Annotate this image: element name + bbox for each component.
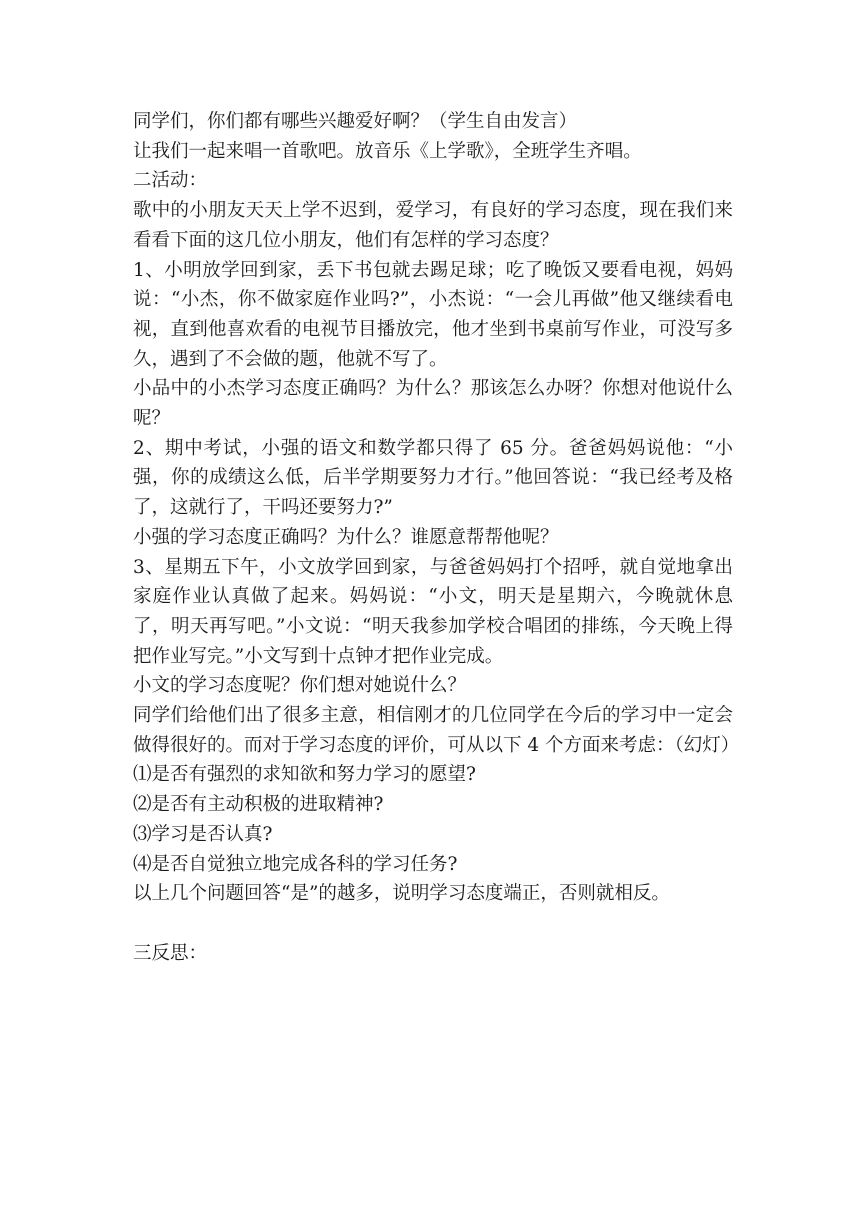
section-heading-reflection: 三反思：: [133, 942, 208, 964]
section-heading-activity: 二活动：: [133, 170, 208, 192]
paragraph-case-2-question: 小强的学习态度正确吗？为什么？谁愿意帮帮他呢？: [133, 526, 559, 548]
list-item-criterion-2: ⑵是否有主动积极的进取精神?: [133, 794, 384, 816]
paragraph-case-3-question: 小文的学习态度呢？你们想对她说什么？: [133, 675, 467, 697]
list-item-criterion-3: ⑶学习是否认真?: [133, 823, 273, 845]
paragraph-evaluation-intro: 同学们给他们出了很多主意，相信刚才的几位同学在今后的学习中一定会做得很好的。而对于学习态度的评价，可从以下 4 个方面来考虑：（幻灯）: [133, 705, 740, 756]
list-item-criterion-1: ⑴是否有强烈的求知欲和努力学习的愿望?: [133, 764, 476, 786]
paragraph-case-3: 3、星期五下午，小文放学回到家，与爸爸妈妈打个招呼，就自觉地拿出家庭作业认真做了起来。妈妈说：“小文，明天是星期六，今晚就休息了，明天再写吧。”小文说：“明天我参加学校合唱团的排练，今天晚上得把作业写完。”小文写到十点钟才把作业完成。: [133, 556, 733, 667]
paragraph-case-2: 2、期中考试，小强的语文和数学都只得了 65 分。爸爸妈妈说他：“小强，你的成绩这么低，后半学期要努力才行。”他回答说：“我已经考及格了，这就行了，干吗还要努力?”: [133, 437, 733, 519]
paragraph-evaluation-summary: 以上几个问题回答“是”的越多，说明学习态度端正，否则就相反。: [133, 883, 670, 905]
paragraph-intro-question: 同学们，你们都有哪些兴趣爱好啊？（学生自由发言）: [133, 111, 578, 132]
paragraph-sing-song: 让我们一起来唱一首歌吧。放音乐《上学歌》，全班学生齐唱。: [133, 140, 642, 162]
list-item-criterion-4: ⑷是否自觉独立地完成各科的学习任务?: [133, 853, 458, 875]
paragraph-case-1: 1、小明放学回到家，丢下书包就去踢足球；吃了晚饭又要看电视，妈妈说：“小杰，你不做家庭作业吗?”，小杰说：“一会儿再做”他又继续看电视，直到他喜欢看的电视节目播放完，他才坐到书桌前写作业，可没写多久，遇到了不会做的题，他就不写了。: [133, 259, 733, 370]
blank-line: [133, 909, 733, 939]
paragraph-activity-intro: 歌中的小朋友天天上学不迟到，爱学习，有良好的学习态度，现在我们来看看下面的这几位小朋友，他们有怎样的学习态度？: [133, 200, 733, 251]
paragraph-case-1-question: 小品中的小杰学习态度正确吗？为什么？那该怎么办呀？你想对他说什么呢？: [133, 378, 733, 430]
document-body: [133, 107, 740, 968]
